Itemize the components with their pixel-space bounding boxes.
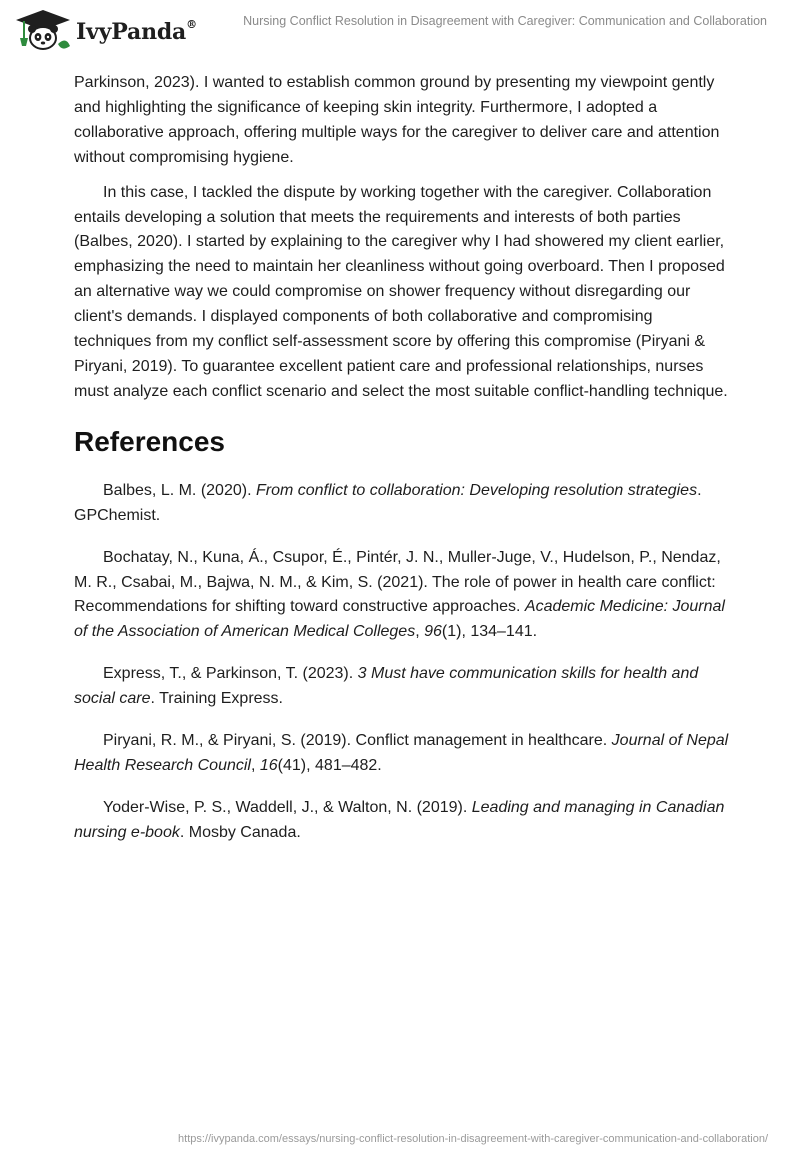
reference-item: Bochatay, N., Kuna, Á., Csupor, É., Pintér, J. N., Muller-Juge, V., Hudelson, P., Nendaz, M. R., Csabai, M., Bajwa, N. M., & Kim, S. (2021). The role of power in health care conflict: Recommendations for shifting toward constructive approaches. Academic Medicine: Journal of the Association of American Medical Colleges, 96(1), 134–141. <box>74 548 725 641</box>
body-paragraph: In this case, I tackled the dispute by working together with the caregiver. Collaboration entails developing a solution that meets the requirements and interests of both parties (Balbes, 2020). I started by explaining to the caregiver why I had showered my client earlier, emphasizing the need to maintain her cleanliness without going overboard. Then I proposed an alternative way we could compromise on shower frequency without disregarding our client's demands. I displayed components of both collaborative and compromising techniques from my conflict self-assessment score by offering this compromise (Piryani & Piryani, 2019). To guarantee excellent patient care and professional relationships, nurses must analyze each conflict scenario and select the most suitable conflict-handling technique. <box>74 183 728 400</box>
source-url-link[interactable]: https://ivypanda.com/essays/nursing-conflict-resolution-in-disagreement-with-caregiver-communication-and-collaboration/ <box>178 1133 768 1145</box>
reference-item: Express, T., & Parkinson, T. (2023). 3 Must have communication skills for health and social care. Training Express. <box>74 665 699 708</box>
essay-content <box>74 71 734 863</box>
panda-graduation-cap-icon <box>14 8 72 52</box>
document-title: Nursing Conflict Resolution in Disagreement with Caregiver: Communication and Collaboration <box>243 14 767 28</box>
reference-item: Piryani, R. M., & Piryani, S. (2019). Conflict management in healthcare. Journal of Nepal Health Research Council, 16(41), 481–482. <box>74 732 729 774</box>
registered-mark: ® <box>186 17 197 31</box>
reference-item: Balbes, L. M. (2020). From conflict to collaboration: Developing resolution strategies. GPChemist. <box>74 481 702 524</box>
ivypanda-logo[interactable] <box>14 8 197 52</box>
brand-name: IvyPanda® <box>76 17 197 45</box>
body-paragraph: Parkinson, 2023). I wanted to establish common ground by presenting my viewpoint gently and highlighting the significance of keeping skin integrity. Furthermore, I adopted a collaborative approach, offering multiple ways for the caregiver to deliver care and attention without compromising hygiene. <box>74 74 720 166</box>
references-heading: References <box>74 425 225 457</box>
page-header <box>0 0 800 60</box>
reference-item: Yoder-Wise, P. S., Waddell, J., & Walton, N. (2019). Leading and managing in Canadian nursing e-book. Mosby Canada. <box>74 798 725 841</box>
